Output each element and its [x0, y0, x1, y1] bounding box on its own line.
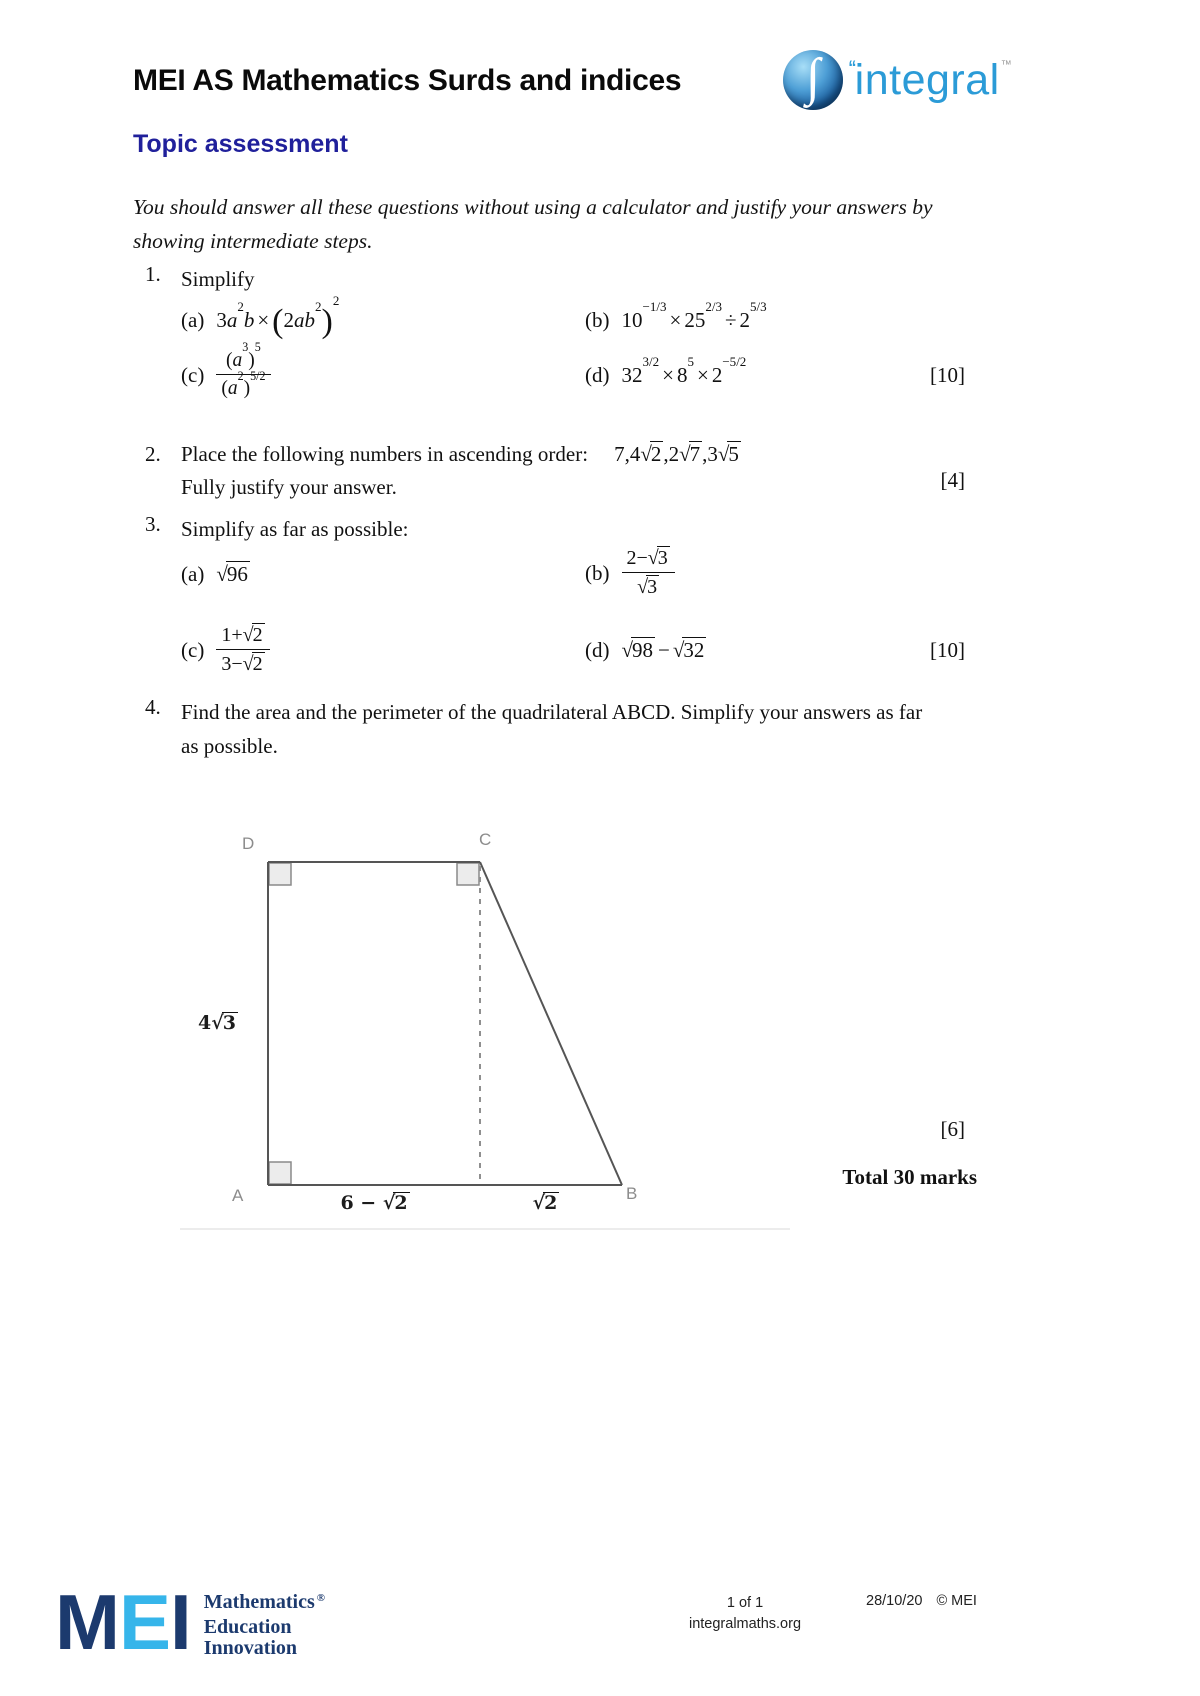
integral-sphere-icon — [783, 50, 843, 110]
q2-coeff-4: 3 — [707, 442, 718, 466]
q3c-num-radicand: 2 — [252, 624, 263, 646]
sqrt-sign: √ — [382, 1192, 396, 1214]
question-1-heading — [145, 262, 255, 296]
q1c-den-outer-exp: 5/2 — [250, 368, 266, 383]
side-label-bottom-right — [510, 1192, 582, 1214]
q2-comma-2: , — [702, 442, 708, 466]
bottom-left-radicand: 2 — [394, 1192, 408, 1214]
mei-letter-i: I — [170, 1578, 191, 1666]
q1b-expression — [621, 299, 767, 333]
q3d-label: (d) — [585, 637, 610, 662]
q2-number: 2. — [145, 441, 161, 466]
q1b-exp1: −1/3 — [642, 299, 667, 315]
sqrt-sign: √ — [242, 653, 254, 675]
trademark-symbol: ™ — [1000, 58, 1013, 71]
q2-comma-1: , — [663, 442, 669, 466]
q3a-expression — [216, 561, 250, 587]
q1c-num-close: ) — [248, 349, 255, 371]
left-radicand: 3 — [222, 1012, 236, 1034]
q3-number: 3. — [145, 512, 161, 536]
q1a-close-paren: ) — [321, 302, 333, 340]
q3c-denominator — [216, 649, 269, 677]
q1a-coefficient: 3 — [216, 307, 227, 332]
q1a-open-paren: ( — [272, 302, 284, 340]
q1a-var2: b — [243, 307, 255, 332]
site-url: integralmaths.org — [688, 1616, 802, 1632]
q1c-fraction — [216, 340, 270, 402]
mei-logo — [55, 1578, 325, 1666]
q1a-expression — [216, 292, 340, 340]
q1c-den-close: ) — [243, 378, 251, 399]
registered-symbol: ® — [316, 1592, 325, 1604]
q1d-expression — [621, 354, 747, 388]
q3a-radicand: 96 — [226, 562, 248, 586]
question-2-heading — [145, 437, 741, 471]
q3d-sqrt-2 — [673, 638, 707, 662]
vertex-label-d: D — [242, 834, 255, 853]
document-title: MEI AS Mathematics Surds and indices — [133, 64, 682, 97]
q4-marks: [6] — [940, 1116, 965, 1141]
q1c-den-inner-exp: 2 — [237, 368, 244, 383]
q2-radicand-3: 7 — [689, 442, 701, 466]
mei-logo-letters — [55, 1578, 191, 1666]
sqrt-sign: √ — [216, 562, 228, 586]
q1b-exp3: 5/3 — [750, 299, 767, 315]
mei-letter-e: E — [118, 1578, 171, 1666]
mei-mathematics: Mathematics — [203, 1591, 315, 1613]
mei-innovation: Innovation — [203, 1637, 298, 1659]
integral-logo-text — [848, 56, 1012, 105]
footer-right — [866, 1593, 977, 1609]
sqrt-sign: √ — [679, 442, 691, 466]
q3-item-a — [181, 538, 250, 610]
vertex-label-b: B — [626, 1184, 638, 1203]
q3c-den-pre: 3− — [221, 653, 243, 675]
q3b-den-sqrt — [637, 576, 659, 598]
sqrt-sign: √ — [242, 624, 254, 646]
sqrt-sign: √ — [532, 1192, 546, 1214]
q1c-num-var: a — [232, 349, 243, 371]
q3b-num-pre: 2− — [626, 547, 648, 569]
q3d-expression — [622, 637, 707, 663]
q1a-outer-exp: 2 — [332, 292, 340, 308]
q1a-times: × — [257, 307, 270, 332]
intro-paragraph — [133, 190, 933, 258]
q1b-base3: 2 — [739, 307, 750, 332]
total-marks: Total 30 marks — [842, 1165, 977, 1189]
q3-item-d — [585, 612, 706, 688]
q3d-radicand-2: 32 — [683, 638, 705, 662]
side-label-bottom-left — [310, 1192, 440, 1214]
q1d-base3: 2 — [711, 362, 723, 387]
q3-prompt: Simplify as far as possible: — [181, 517, 409, 541]
bottom-right-sqrt — [533, 1192, 560, 1214]
left-coefficient: 4 — [198, 1012, 212, 1034]
q1a-inner-vars: ab — [294, 307, 315, 332]
q1-number: 1. — [145, 262, 161, 286]
right-angle-marker-a — [269, 1162, 291, 1184]
vertex-label-c: C — [479, 830, 492, 849]
q1d-label: (d) — [585, 362, 610, 387]
q3b-den-radicand: 3 — [647, 576, 658, 598]
footer-date: 28/10/20 — [866, 1593, 923, 1609]
bottom-left-pre: 6 − — [340, 1192, 383, 1214]
q1b-base1: 10 — [621, 307, 643, 332]
q1d-exp2: 5 — [687, 354, 694, 370]
q1d-base1: 32 — [621, 362, 643, 387]
q1b-exp2: 2/3 — [705, 299, 722, 315]
page-number: 1 of 1 — [726, 1595, 764, 1611]
sqrt-sign: √ — [621, 638, 634, 662]
q1-prompt: Simplify — [181, 267, 255, 291]
q2-marks: [4] — [940, 467, 965, 492]
vertex-label-a: A — [232, 1186, 244, 1205]
q2-coeff-2: 4 — [629, 442, 641, 466]
q1c-num-inner-exp: 3 — [242, 340, 249, 355]
q3c-num-pre: 1+ — [221, 624, 243, 646]
q3-marks: [10] — [930, 637, 965, 662]
mei-letter-m: M — [55, 1578, 119, 1666]
integral-logo — [783, 50, 1012, 110]
right-angle-marker-d — [269, 863, 291, 885]
logo-quotes: ʻʻ — [848, 56, 855, 84]
q3c-fraction — [216, 623, 269, 677]
q2-value-1: 7, — [614, 442, 630, 466]
q1a-inner-coeff: 2 — [283, 307, 294, 332]
q3b-denominator — [622, 572, 675, 600]
integral-sign-glyph: ∫ — [805, 49, 821, 106]
sqrt-sign: √ — [211, 1012, 224, 1034]
q3-item-c — [181, 612, 270, 688]
q4-line-2: as possible. — [181, 734, 278, 758]
q1-item-b — [585, 296, 767, 344]
intro-line-2: showing intermediate steps. — [133, 229, 373, 253]
q1d-exp1: 3/2 — [642, 354, 660, 370]
q2-radicand-4: 5 — [728, 442, 739, 466]
q1d-exp3: −5/2 — [722, 354, 747, 370]
q1b-label: (b) — [585, 307, 610, 332]
q3d-radicand-1: 98 — [632, 638, 654, 662]
quad-edges — [268, 862, 622, 1185]
q2-line2: Fully justify your answer. — [181, 475, 397, 499]
q1b-base2: 25 — [684, 307, 706, 332]
q3b-num-sqrt — [648, 547, 670, 569]
q2-number-list — [614, 441, 741, 467]
q3b-label: (b) — [585, 560, 610, 585]
q1d-times1: × — [662, 362, 674, 387]
bottom-left-sqrt — [383, 1192, 410, 1214]
q3b-fraction — [622, 546, 675, 600]
image-edge-line — [180, 1228, 790, 1230]
q3a-label: (a) — [181, 561, 205, 586]
q1a-label: (a) — [181, 307, 205, 332]
q3d-minus: − — [658, 638, 670, 662]
logo-wordmark: integral — [854, 55, 1000, 104]
question-4-heading — [145, 695, 922, 763]
footer-copyright: © MEI — [936, 1593, 977, 1609]
q1c-denominator — [216, 368, 270, 401]
q4-number: 4. — [145, 695, 161, 719]
footer-center — [585, 1593, 905, 1635]
mei-education: Education — [203, 1615, 292, 1638]
q1-marks: [10] — [930, 362, 965, 387]
q1a-exp1: 2 — [237, 299, 244, 315]
q4-line-1: Find the area and the perimeter of the quadrilateral ABCD. Simplify your answers as far — [181, 700, 923, 724]
sqrt-sign: √ — [717, 442, 730, 466]
q2-prompt: Place the following numbers in ascending order: — [181, 442, 589, 466]
q1b-times: × — [669, 307, 682, 332]
sqrt-sign: √ — [647, 547, 659, 569]
q2-sqrt-4 — [718, 442, 741, 466]
sqrt-sign: √ — [640, 442, 652, 466]
q1c-num-open: ( — [226, 349, 233, 371]
q2-sqrt-2 — [640, 442, 663, 466]
q3-item-b — [585, 535, 675, 611]
q2-sqrt-3 — [679, 442, 702, 466]
q1d-base2: 8 — [676, 362, 688, 387]
q2-radicand-2: 2 — [650, 442, 662, 466]
q3c-den-sqrt — [243, 653, 265, 675]
sqrt-sign: √ — [637, 576, 649, 598]
q3c-den-radicand: 2 — [252, 653, 263, 675]
right-angle-marker-c — [457, 863, 479, 885]
right-angle-markers — [269, 863, 479, 1184]
sqrt-sign: √ — [672, 638, 685, 662]
mei-logo-text — [204, 1592, 325, 1660]
q1d-times2: × — [697, 362, 709, 387]
bottom-right-radicand: 2 — [544, 1192, 558, 1214]
q1-item-c — [181, 342, 271, 408]
q1b-divide: ÷ — [724, 307, 737, 332]
left-sqrt — [211, 1012, 238, 1034]
q1c-den-var: a — [227, 378, 238, 399]
quad-edge-slant — [480, 862, 622, 1185]
q1c-label: (c) — [181, 362, 205, 387]
mei-text-line1 — [204, 1592, 325, 1617]
side-label-left — [198, 1012, 238, 1034]
intro-line-1: You should answer all these questions without using a calculator and justify your answers by — [133, 195, 933, 219]
q3c-num-sqrt — [243, 624, 265, 646]
q1a-inner-exp: 2 — [315, 299, 322, 315]
q4-prompt — [181, 695, 922, 763]
q3d-sqrt-1 — [622, 638, 656, 662]
q2-coeff-3: 2 — [668, 442, 680, 466]
q3c-label: (c) — [181, 637, 205, 662]
topic-heading: Topic assessment — [133, 130, 348, 158]
q1-item-d — [585, 342, 746, 408]
q1c-num-outer-exp: 5 — [254, 340, 261, 355]
q3c-numerator — [216, 623, 269, 649]
q1a-var1: a — [226, 307, 238, 332]
q1-item-a — [181, 292, 340, 344]
q1c-den-open: ( — [221, 378, 228, 399]
q3b-numerator — [622, 546, 675, 572]
q3b-num-radicand: 3 — [657, 547, 668, 569]
